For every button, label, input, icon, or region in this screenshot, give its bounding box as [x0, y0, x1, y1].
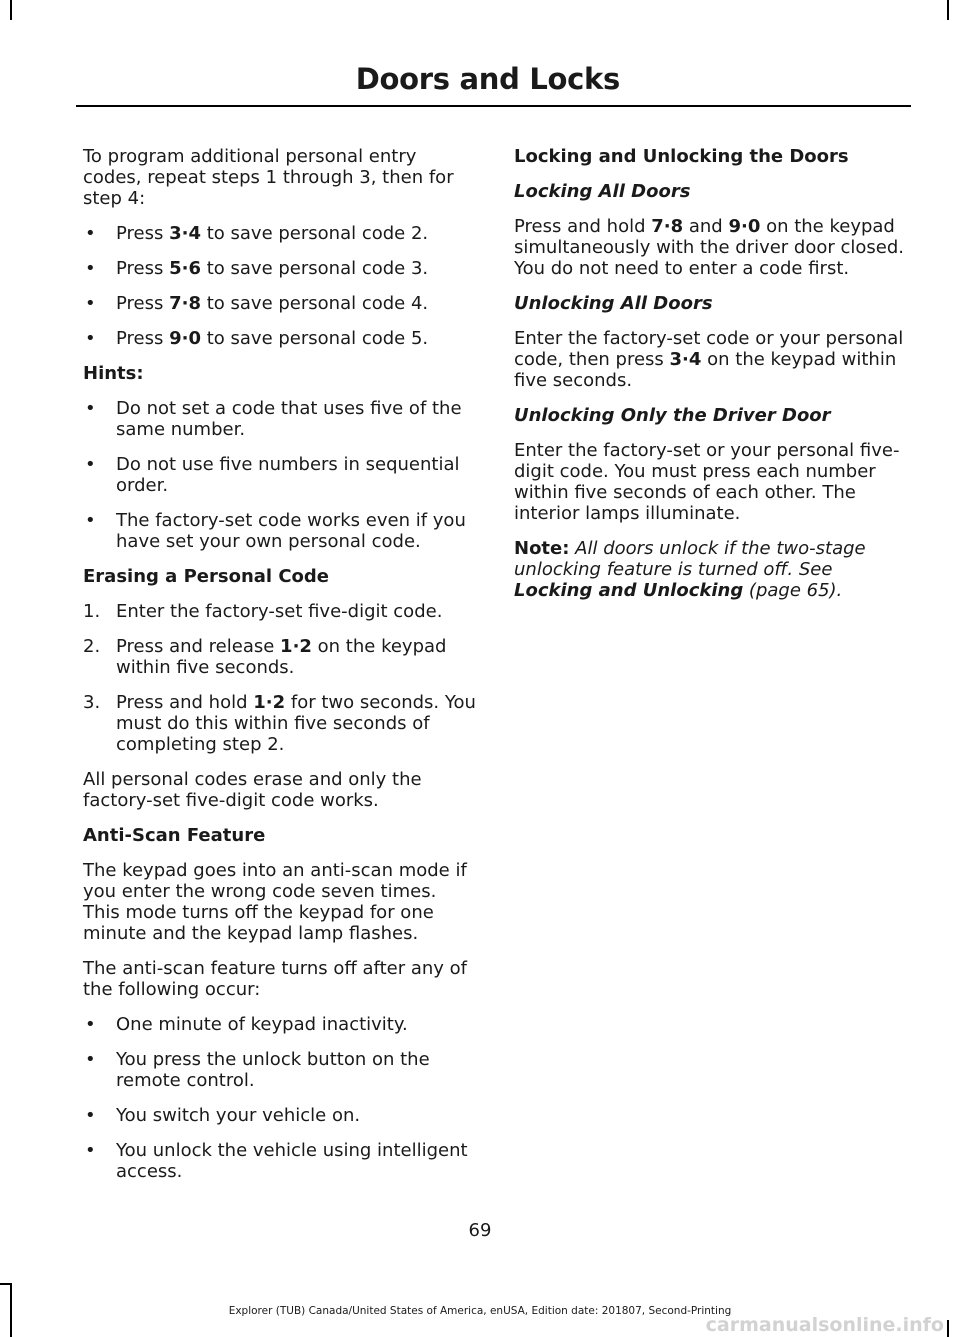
page-reference: (page 65). — [743, 580, 843, 601]
watermark: carmanualsonline.info — [705, 1314, 944, 1336]
key-label: 3·4 — [169, 223, 201, 244]
antiscan-paragraph: The keypad goes into an anti-scan mode if you enter the wrong code seven times. This mode turns off the keypad for one minute and the keypad lamp flashes. — [83, 860, 467, 944]
list-item: • Do not use five numbers in sequential order. — [85, 454, 460, 496]
list-item: • One minute of keypad inactivity. — [85, 1014, 408, 1035]
note-paragraph: Note: All doors unlock if the two-stage unlocking feature is turned off. See Locking and Unlocking (page 65). — [514, 538, 866, 601]
antiscan-paragraph: The anti-scan feature turns off after any of the following occur: — [83, 958, 467, 1000]
list-item: • The factory-set code works even if you have set your own personal code. — [85, 510, 466, 552]
key-label: 7·8 — [169, 293, 201, 314]
bullet: • — [85, 1140, 96, 1161]
key-label: 7·8 — [651, 216, 684, 237]
unlock-all-heading: Unlocking All Doors — [514, 293, 713, 314]
antiscan-list — [83, 1014, 478, 1182]
key-label: 3·4 — [669, 349, 702, 370]
step-number: 3. — [83, 692, 101, 713]
unlock-driver-paragraph: Enter the factory-set or your personal five-digit code. You must press each number within five seconds of each other. The interior lamps illuminate. — [514, 440, 900, 524]
list-item: 3. Press and hold 1·2 for two seconds. You must do this within five seconds of completing step 2. — [83, 692, 476, 755]
unlock-driver-heading: Unlocking Only the Driver Door — [514, 405, 831, 426]
unlock-all-paragraph: Enter the factory-set code or your personal code, then press 3·4 on the keypad within five seconds. — [514, 328, 904, 391]
key-label: 9·0 — [169, 328, 201, 349]
list-item: • Press 9·0 to save personal code 5. — [85, 328, 429, 349]
key-label: 9·0 — [728, 216, 761, 237]
list-item: • Press 5·6 to save personal code 3. — [85, 258, 429, 279]
bullet: • — [85, 1049, 96, 1070]
right-column — [514, 146, 910, 615]
bullet: • — [85, 223, 96, 244]
bullet: • — [85, 398, 96, 419]
hints-heading: Hints: — [83, 363, 144, 384]
crop-mark-top-right — [947, 0, 949, 20]
section-heading: Locking and Unlocking the Doors — [514, 146, 849, 167]
bullet: • — [85, 258, 96, 279]
list-item: • Press 3·4 to save personal code 2. — [85, 223, 429, 244]
page-title: Doors and Locks — [355, 62, 620, 96]
page-number: 69 — [468, 1220, 492, 1241]
list-item: • You press the unlock button on the remote control. — [85, 1049, 430, 1091]
list-item: 1. Enter the factory-set five-digit code. — [83, 601, 443, 622]
crop-mark-bottom-left-h — [0, 1283, 12, 1285]
erase-steps — [83, 601, 478, 755]
key-label: 5·6 — [169, 258, 201, 279]
antiscan-heading: Anti-Scan Feature — [83, 825, 266, 846]
step-number: 2. — [83, 636, 101, 657]
list-item: • You switch your vehicle on. — [85, 1105, 361, 1126]
crop-mark-top-left — [10, 0, 12, 20]
erase-result: All personal codes erase and only the factory-set five-digit code works. — [83, 769, 422, 811]
note-label: Note: — [514, 538, 570, 559]
lock-all-paragraph: Press and hold 7·8 and 9·0 on the keypad simultaneously with the driver door closed. You do not need to enter a code first. — [514, 216, 904, 279]
lock-all-heading: Locking All Doors — [514, 181, 691, 202]
footer-text: Explorer (TUB) Canada/United States of America, enUSA, Edition date: 201807, Second-Printing — [228, 1305, 732, 1317]
hints-list — [83, 398, 478, 552]
key-label: 1·2 — [280, 636, 312, 657]
cross-reference-link[interactable]: Locking and Unlocking — [514, 580, 744, 601]
bullet: • — [85, 510, 96, 531]
press-list — [83, 223, 478, 349]
bullet: • — [85, 454, 96, 475]
list-item: 2. Press and release 1·2 on the keypad within five seconds. — [83, 636, 447, 678]
erasing-heading: Erasing a Personal Code — [83, 566, 330, 587]
list-item: • Press 7·8 to save personal code 4. — [85, 293, 429, 314]
crop-mark-bottom-right — [947, 1320, 949, 1337]
list-item: • Do not set a code that uses five of the same number. — [85, 398, 462, 440]
bullet: • — [85, 1105, 96, 1126]
header-rule — [76, 105, 911, 107]
bullet: • — [85, 328, 96, 349]
bullet: • — [85, 293, 96, 314]
list-item: • You unlock the vehicle using intelligent access. — [85, 1140, 468, 1182]
bullet: • — [85, 1014, 96, 1035]
key-label: 1·2 — [253, 692, 286, 713]
step-number: 1. — [83, 601, 101, 622]
left-column — [83, 146, 478, 1196]
intro-paragraph: To program additional personal entry codes, repeat steps 1 through 3, then for step 4: — [83, 146, 454, 209]
